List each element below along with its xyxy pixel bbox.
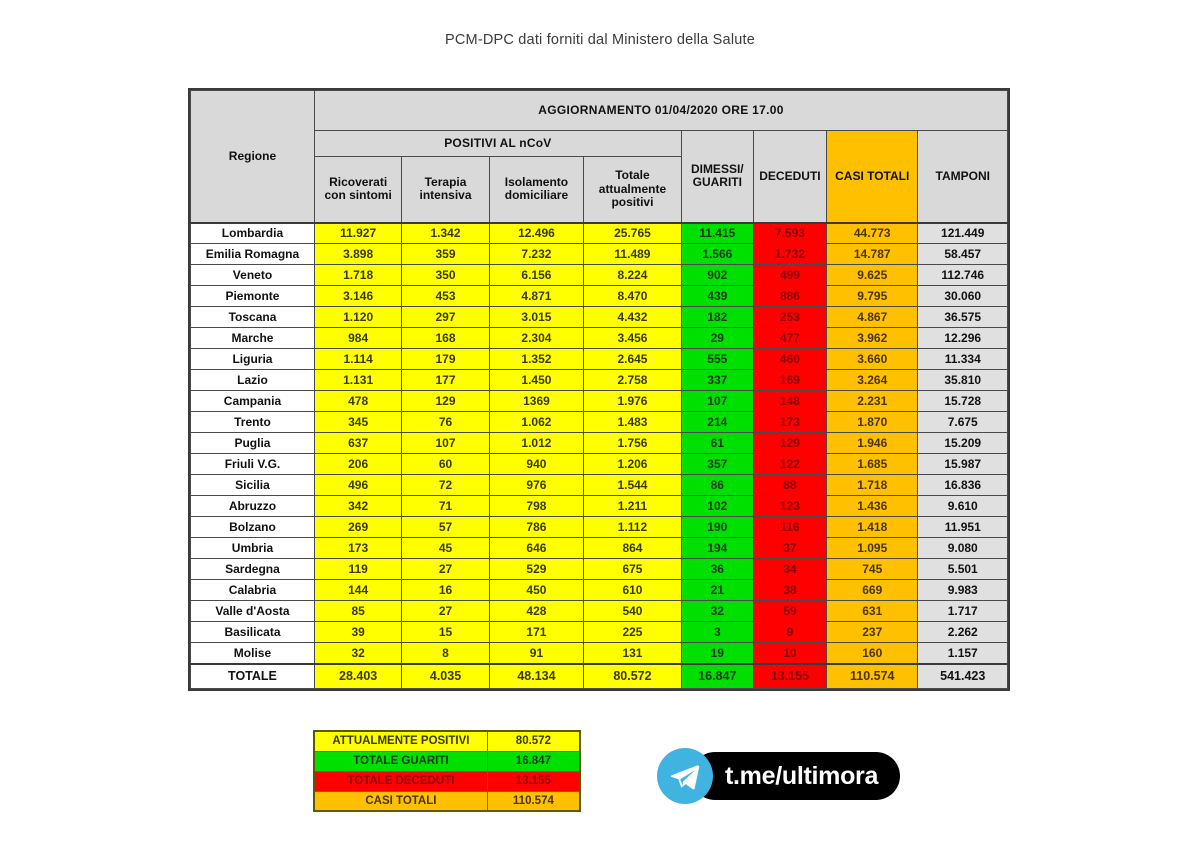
cell-ricoverati: 85 — [314, 601, 401, 622]
table-row — [191, 265, 1008, 286]
cell-ricoverati: 3.898 — [314, 244, 401, 265]
cell-regione: Molise — [191, 643, 315, 664]
column-group-positivi: POSITIVI AL nCoV — [314, 131, 681, 157]
cell-positivi: 675 — [584, 559, 682, 580]
cell-tamponi: 30.060 — [918, 286, 1008, 307]
cell-terapia: 1.342 — [402, 223, 489, 244]
cell-terapia: 168 — [402, 328, 489, 349]
cell-regione: Toscana — [191, 307, 315, 328]
cell-tamponi: 1.717 — [918, 601, 1008, 622]
cell-deceduti: 59 — [753, 601, 826, 622]
cell-dimessi: 102 — [681, 496, 753, 517]
cell-regione: Lazio — [191, 370, 315, 391]
cell-dimessi: 3 — [681, 622, 753, 643]
cell-casi: 3.264 — [827, 370, 918, 391]
cell-regione: Campania — [191, 391, 315, 412]
cell-isolamento: 940 — [489, 454, 583, 475]
cell-dimessi: 357 — [681, 454, 753, 475]
legend-label: TOTALE GUARITI — [314, 751, 487, 771]
cell-casi: 1.685 — [827, 454, 918, 475]
cell-isolamento: 7.232 — [489, 244, 583, 265]
column-header-regione: Regione — [191, 91, 315, 223]
table-total-row — [191, 664, 1008, 689]
cell-regione: Sicilia — [191, 475, 315, 496]
cell-tamponi: 12.296 — [918, 328, 1008, 349]
cell-terapia: 359 — [402, 244, 489, 265]
totale-positivi-line1: Totale — [615, 168, 650, 183]
cell-terapia: 72 — [402, 475, 489, 496]
cell-ricoverati: 984 — [314, 328, 401, 349]
table-row — [191, 643, 1008, 664]
column-header-dimessi — [681, 131, 753, 223]
cell-dimessi: 190 — [681, 517, 753, 538]
cell-tamponi: 112.746 — [918, 265, 1008, 286]
cell-terapia: 177 — [402, 370, 489, 391]
cell-tamponi: 11.951 — [918, 517, 1008, 538]
cell-positivi: 1.756 — [584, 433, 682, 454]
cell-deceduti: 88 — [753, 475, 826, 496]
cell-ricoverati: 342 — [314, 496, 401, 517]
cell-tamponi: 35.810 — [918, 370, 1008, 391]
cell-dimessi: 1.566 — [681, 244, 753, 265]
cell-casi: 237 — [827, 622, 918, 643]
cell-casi: 160 — [827, 643, 918, 664]
cell-regione: Abruzzo — [191, 496, 315, 517]
cell-regione: Basilicata — [191, 622, 315, 643]
legend-row — [314, 791, 580, 811]
cell-ricoverati: 119 — [314, 559, 401, 580]
cell-ricoverati: 1.718 — [314, 265, 401, 286]
cell-positivi: 4.432 — [584, 307, 682, 328]
cell-ricoverati: 144 — [314, 580, 401, 601]
cell-positivi: 3.456 — [584, 328, 682, 349]
cell-ricoverati: 637 — [314, 433, 401, 454]
table-row — [191, 349, 1008, 370]
cell-tamponi: 2.262 — [918, 622, 1008, 643]
cell-isolamento: 1369 — [489, 391, 583, 412]
column-header-isolamento — [489, 157, 583, 223]
cell-dimessi: 19 — [681, 643, 753, 664]
cell-isolamento: 798 — [489, 496, 583, 517]
totale-positivi-line2: attualmente — [598, 181, 667, 196]
column-header-casi-totali: CASI TOTALI — [827, 131, 918, 223]
cell-terapia: 60 — [402, 454, 489, 475]
table-row — [191, 370, 1008, 391]
column-header-deceduti: DECEDUTI — [753, 131, 826, 223]
cell-terapia: 71 — [402, 496, 489, 517]
cell-ricoverati: 269 — [314, 517, 401, 538]
legend-value: 13.155 — [487, 771, 580, 791]
cell-regione: Friuli V.G. — [191, 454, 315, 475]
cell-dimessi: 36 — [681, 559, 753, 580]
total-cell-regione: TOTALE — [191, 664, 315, 689]
cell-terapia: 27 — [402, 559, 489, 580]
cell-dimessi: 61 — [681, 433, 753, 454]
cell-positivi: 864 — [584, 538, 682, 559]
cell-isolamento: 450 — [489, 580, 583, 601]
cell-ricoverati: 478 — [314, 391, 401, 412]
cell-casi: 14.787 — [827, 244, 918, 265]
cell-positivi: 11.489 — [584, 244, 682, 265]
cell-dimessi: 107 — [681, 391, 753, 412]
legend-label: TOTALE DECEDUTI — [314, 771, 487, 791]
table-row — [191, 223, 1008, 244]
cell-deceduti: 129 — [753, 433, 826, 454]
cell-casi: 1.418 — [827, 517, 918, 538]
cell-deceduti: 477 — [753, 328, 826, 349]
cell-ricoverati: 11.927 — [314, 223, 401, 244]
cell-positivi: 1.206 — [584, 454, 682, 475]
cell-deceduti: 34 — [753, 559, 826, 580]
cell-dimessi: 214 — [681, 412, 753, 433]
cell-casi: 44.773 — [827, 223, 918, 244]
cell-positivi: 610 — [584, 580, 682, 601]
cell-tamponi: 9.610 — [918, 496, 1008, 517]
cell-terapia: 45 — [402, 538, 489, 559]
table-row — [191, 538, 1008, 559]
ricoverati-line1: Ricoverati — [329, 174, 388, 189]
cell-tamponi: 9.983 — [918, 580, 1008, 601]
cell-regione: Sardegna — [191, 559, 315, 580]
table-row — [191, 286, 1008, 307]
cell-casi: 3.660 — [827, 349, 918, 370]
cell-regione: Piemonte — [191, 286, 315, 307]
isolamento-line2: domiciliare — [504, 188, 569, 203]
cell-terapia: 453 — [402, 286, 489, 307]
page-title: PCM-DPC dati forniti dal Ministero della Salute — [445, 32, 755, 48]
total-cell-deceduti: 13.155 — [753, 664, 826, 689]
totale-positivi-line3: positivi — [611, 194, 654, 209]
cell-casi: 669 — [827, 580, 918, 601]
cell-deceduti: 38 — [753, 580, 826, 601]
cell-isolamento: 786 — [489, 517, 583, 538]
total-cell-positivi: 80.572 — [584, 664, 682, 689]
cell-isolamento: 2.304 — [489, 328, 583, 349]
cell-dimessi: 21 — [681, 580, 753, 601]
cell-dimessi: 337 — [681, 370, 753, 391]
cell-deceduti: 9 — [753, 622, 826, 643]
cell-positivi: 1.483 — [584, 412, 682, 433]
cell-positivi: 8.224 — [584, 265, 682, 286]
legend-body — [314, 731, 580, 811]
cell-positivi: 225 — [584, 622, 682, 643]
total-cell-dimessi: 16.847 — [681, 664, 753, 689]
cell-dimessi: 555 — [681, 349, 753, 370]
cell-tamponi: 7.675 — [918, 412, 1008, 433]
cell-casi: 1.946 — [827, 433, 918, 454]
cell-tamponi: 15.728 — [918, 391, 1008, 412]
cell-positivi: 540 — [584, 601, 682, 622]
cell-tamponi: 15.209 — [918, 433, 1008, 454]
cell-casi: 1.436 — [827, 496, 918, 517]
table-row — [191, 559, 1008, 580]
cell-isolamento: 646 — [489, 538, 583, 559]
cell-terapia: 27 — [402, 601, 489, 622]
cell-ricoverati: 3.146 — [314, 286, 401, 307]
cell-deceduti: 499 — [753, 265, 826, 286]
total-cell-tamponi: 541.423 — [918, 664, 1008, 689]
cell-dimessi: 86 — [681, 475, 753, 496]
cell-terapia: 16 — [402, 580, 489, 601]
column-header-terapia — [402, 157, 489, 223]
cell-casi: 1.095 — [827, 538, 918, 559]
cell-positivi: 8.470 — [584, 286, 682, 307]
table-row — [191, 601, 1008, 622]
cell-casi: 745 — [827, 559, 918, 580]
cell-dimessi: 439 — [681, 286, 753, 307]
cell-regione: Umbria — [191, 538, 315, 559]
cell-isolamento: 3.015 — [489, 307, 583, 328]
telegram-icon — [657, 748, 713, 804]
cell-tamponi: 16.836 — [918, 475, 1008, 496]
table-row — [191, 328, 1008, 349]
table-row — [191, 580, 1008, 601]
dimessi-line2: GUARITI — [692, 175, 742, 190]
cell-deceduti: 1.732 — [753, 244, 826, 265]
table-row — [191, 433, 1008, 454]
cell-ricoverati: 1.120 — [314, 307, 401, 328]
cell-tamponi: 15.987 — [918, 454, 1008, 475]
cell-dimessi: 29 — [681, 328, 753, 349]
cell-tamponi: 5.501 — [918, 559, 1008, 580]
cell-isolamento: 91 — [489, 643, 583, 664]
ricoverati-line2: con sintomi — [324, 188, 392, 203]
cell-regione: Veneto — [191, 265, 315, 286]
legend-label: ATTUALMENTE POSITIVI — [314, 731, 487, 751]
cell-ricoverati: 496 — [314, 475, 401, 496]
cell-isolamento: 4.871 — [489, 286, 583, 307]
terapia-line1: Terapia — [424, 174, 467, 189]
cell-regione: Valle d'Aosta — [191, 601, 315, 622]
cell-positivi: 131 — [584, 643, 682, 664]
cell-isolamento: 171 — [489, 622, 583, 643]
cell-positivi: 1.211 — [584, 496, 682, 517]
table-row — [191, 496, 1008, 517]
cell-dimessi: 11.415 — [681, 223, 753, 244]
cell-isolamento: 428 — [489, 601, 583, 622]
cell-deceduti: 116 — [753, 517, 826, 538]
legend-label: CASI TOTALI — [314, 791, 487, 811]
cell-terapia: 179 — [402, 349, 489, 370]
cell-isolamento: 6.156 — [489, 265, 583, 286]
telegram-badge[interactable] — [657, 748, 900, 804]
total-cell-terapia: 4.035 — [402, 664, 489, 689]
legend-row — [314, 751, 580, 771]
cell-terapia: 107 — [402, 433, 489, 454]
total-cell-casi: 110.574 — [827, 664, 918, 689]
cell-positivi: 25.765 — [584, 223, 682, 244]
table-header — [191, 91, 1008, 223]
cell-ricoverati: 345 — [314, 412, 401, 433]
cell-isolamento: 1.352 — [489, 349, 583, 370]
cell-regione: Emilia Romagna — [191, 244, 315, 265]
total-cell-ricoverati: 28.403 — [314, 664, 401, 689]
cell-tamponi: 11.334 — [918, 349, 1008, 370]
cell-dimessi: 902 — [681, 265, 753, 286]
cell-terapia: 350 — [402, 265, 489, 286]
telegram-handle-pill[interactable] — [691, 752, 900, 800]
covid-data-table — [190, 90, 1008, 689]
cell-tamponi: 9.080 — [918, 538, 1008, 559]
cell-regione: Marche — [191, 328, 315, 349]
cell-ricoverati: 1.114 — [314, 349, 401, 370]
table-body — [191, 223, 1008, 689]
cell-casi: 9.795 — [827, 286, 918, 307]
cell-regione: Calabria — [191, 580, 315, 601]
legend-value: 16.847 — [487, 751, 580, 771]
cell-deceduti: 253 — [753, 307, 826, 328]
table-row — [191, 454, 1008, 475]
cell-isolamento: 1.012 — [489, 433, 583, 454]
column-header-totale-positivi — [584, 157, 682, 223]
cell-casi: 1.870 — [827, 412, 918, 433]
cell-isolamento: 1.062 — [489, 412, 583, 433]
cell-terapia: 76 — [402, 412, 489, 433]
cell-regione: Trento — [191, 412, 315, 433]
cell-ricoverati: 39 — [314, 622, 401, 643]
cell-casi: 2.231 — [827, 391, 918, 412]
table-row — [191, 622, 1008, 643]
cell-deceduti: 37 — [753, 538, 826, 559]
cell-dimessi: 194 — [681, 538, 753, 559]
telegram-handle: t.me/ultimora — [725, 761, 879, 790]
table-row — [191, 412, 1008, 433]
cell-terapia: 15 — [402, 622, 489, 643]
cell-deceduti: 148 — [753, 391, 826, 412]
cell-isolamento: 529 — [489, 559, 583, 580]
cell-deceduti: 460 — [753, 349, 826, 370]
cell-ricoverati: 173 — [314, 538, 401, 559]
cell-isolamento: 1.450 — [489, 370, 583, 391]
cell-tamponi: 58.457 — [918, 244, 1008, 265]
cell-ricoverati: 1.131 — [314, 370, 401, 391]
cell-regione: Liguria — [191, 349, 315, 370]
cell-dimessi: 32 — [681, 601, 753, 622]
cell-casi: 9.625 — [827, 265, 918, 286]
cell-positivi: 1.544 — [584, 475, 682, 496]
terapia-line2: intensiva — [419, 188, 472, 203]
cell-positivi: 1.112 — [584, 517, 682, 538]
cell-deceduti: 122 — [753, 454, 826, 475]
legend-value: 80.572 — [487, 731, 580, 751]
legend-row — [314, 731, 580, 751]
cell-deceduti: 123 — [753, 496, 826, 517]
cell-deceduti: 169 — [753, 370, 826, 391]
cell-tamponi: 1.157 — [918, 643, 1008, 664]
cell-regione: Lombardia — [191, 223, 315, 244]
total-cell-isolamento: 48.134 — [489, 664, 583, 689]
table-row — [191, 307, 1008, 328]
cell-deceduti: 173 — [753, 412, 826, 433]
cell-dimessi: 182 — [681, 307, 753, 328]
cell-regione: Puglia — [191, 433, 315, 454]
legend-row — [314, 771, 580, 791]
cell-positivi: 1.976 — [584, 391, 682, 412]
legend-value: 110.574 — [487, 791, 580, 811]
cell-deceduti: 7.593 — [753, 223, 826, 244]
column-header-tamponi: TAMPONI — [918, 131, 1008, 223]
cell-terapia: 8 — [402, 643, 489, 664]
cell-casi: 1.718 — [827, 475, 918, 496]
cell-terapia: 297 — [402, 307, 489, 328]
cell-terapia: 57 — [402, 517, 489, 538]
covid-table-container — [188, 88, 1010, 691]
isolamento-line1: Isolamento — [504, 174, 569, 189]
cell-terapia: 129 — [402, 391, 489, 412]
table-row — [191, 475, 1008, 496]
column-header-ricoverati — [314, 157, 401, 223]
dimessi-line1: DIMESSI/ — [690, 161, 744, 176]
cell-tamponi: 36.575 — [918, 307, 1008, 328]
table-row — [191, 517, 1008, 538]
cell-deceduti: 10 — [753, 643, 826, 664]
cell-deceduti: 886 — [753, 286, 826, 307]
cell-isolamento: 12.496 — [489, 223, 583, 244]
summary-legend — [313, 730, 581, 812]
cell-casi: 3.962 — [827, 328, 918, 349]
cell-regione: Bolzano — [191, 517, 315, 538]
table-row — [191, 244, 1008, 265]
cell-casi: 4.867 — [827, 307, 918, 328]
cell-tamponi: 121.449 — [918, 223, 1008, 244]
table-title: AGGIORNAMENTO 01/04/2020 ORE 17.00 — [314, 91, 1007, 131]
cell-positivi: 2.645 — [584, 349, 682, 370]
cell-casi: 631 — [827, 601, 918, 622]
cell-positivi: 2.758 — [584, 370, 682, 391]
cell-isolamento: 976 — [489, 475, 583, 496]
cell-ricoverati: 206 — [314, 454, 401, 475]
table-row — [191, 391, 1008, 412]
cell-ricoverati: 32 — [314, 643, 401, 664]
